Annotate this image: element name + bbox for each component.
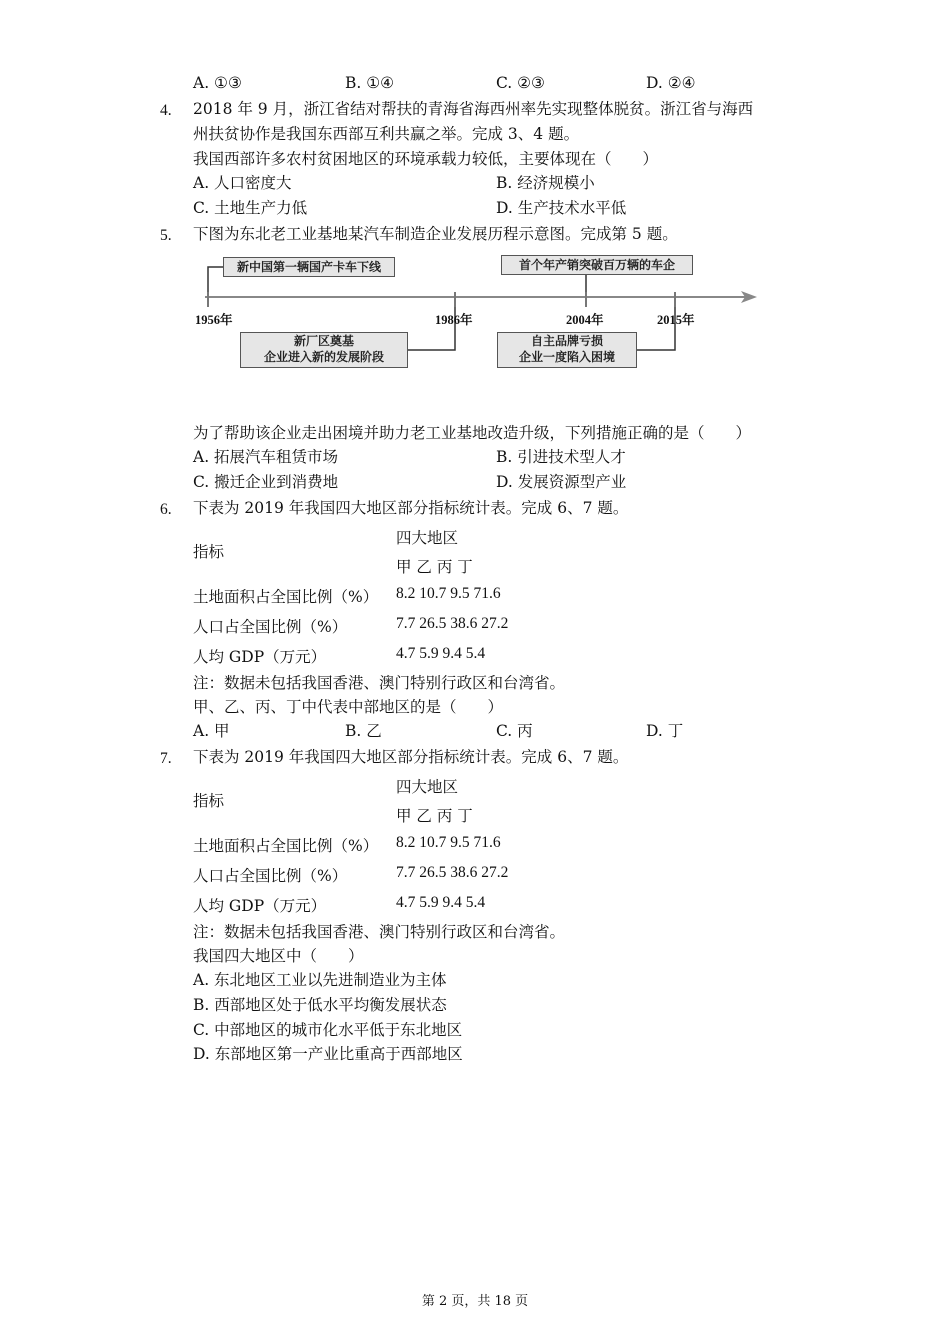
q6-table-row-values-2: 7.7 26.5 38.6 27.2 <box>396 615 509 632</box>
q6-table-header-indicator: 指标 <box>193 543 225 561</box>
q7-table-header-indicator: 指标 <box>193 792 225 810</box>
q6-table-header-regions: 四大地区 <box>396 529 459 547</box>
q6-table-region-names: 甲 乙 丙 丁 <box>396 558 473 576</box>
q6-table-row-values-1: 8.2 10.7 9.5 71.6 <box>396 585 501 602</box>
q5-option-b: B. 引进技术型人才 <box>496 448 626 466</box>
q6-table-row-label-3: 人均 GDP（万元） <box>193 648 327 666</box>
q6-stem-line2: 甲、乙、丙、丁中代表中部地区的是（ ） <box>193 698 504 716</box>
timeline-event-1986-line1: 新厂区奠基 <box>293 334 354 348</box>
q7-table-row-label-3: 人均 GDP（万元） <box>193 897 327 915</box>
q4-stem-line1: 2018 年 9 月，浙江省结对帮扶的青海省海西州率先实现整体脱贫。浙江省与海西 <box>193 100 754 118</box>
top-option-b: B. ①④ <box>345 74 395 92</box>
timeline-year-1986: 1986年 <box>435 313 473 327</box>
q7-option-c: C. 中部地区的城市化水平低于东北地区 <box>193 1021 463 1039</box>
q6-option-d: D. 丁 <box>646 722 684 740</box>
q4-option-d: D. 生产技术水平低 <box>496 199 627 217</box>
timeline-event-2004 <box>501 255 693 275</box>
q6-table <box>193 523 593 673</box>
q6-number: 6. <box>160 501 172 518</box>
timeline-figure <box>195 252 765 377</box>
q7-option-a: A. 东北地区工业以先进制造业为主体 <box>193 971 447 989</box>
q6-table-row-label-2: 人口占全国比例（%） <box>193 618 348 636</box>
timeline-event-1986-line2: 企业进入新的发展阶段 <box>263 350 384 364</box>
q6-option-a: A. 甲 <box>193 722 230 740</box>
page-footer: 第 2 页，共 18 页 <box>421 1294 529 1309</box>
q4-option-c: C. 土地生产力低 <box>193 199 308 217</box>
q5-option-d: D. 发展资源型产业 <box>496 473 627 491</box>
q6-stem-line1: 下表为 2019 年我国四大地区部分指标统计表。完成 6、7 题。 <box>193 499 629 517</box>
timeline-event-1956 <box>223 257 395 277</box>
q7-table-row-label-2: 人口占全国比例（%） <box>193 867 348 885</box>
q7-option-b: B. 西部地区处于低水平均衡发展状态 <box>193 996 447 1014</box>
q6-table-row-label-1: 土地面积占全国比例（%） <box>193 588 379 606</box>
q5-number: 5. <box>160 227 172 244</box>
q7-option-d: D. 东部地区第一产业比重高于西部地区 <box>193 1045 463 1063</box>
timeline-event-1956-text: 新中国第一辆国产卡车下线 <box>236 260 381 274</box>
timeline-event-2015-line1: 自主品牌亏损 <box>530 334 603 348</box>
q7-table-row-values-1: 8.2 10.7 9.5 71.6 <box>396 834 501 851</box>
q6-option-b: B. 乙 <box>345 722 382 740</box>
q5-stem-line1: 下图为东北老工业基地某汽车制造企业发展历程示意图。完成第 5 题。 <box>193 225 678 243</box>
q5-stem-line2: 为了帮助该企业走出困境并助力老工业基地改造升级，下列措施正确的是（ ） <box>193 424 752 442</box>
q7-table-row-values-2: 7.7 26.5 38.6 27.2 <box>396 864 509 881</box>
q4-stem-line2: 州扶贫协作是我国东西部互利共赢之举。完成 3、4 题。 <box>193 125 580 143</box>
timeline-year-2015: 2015年 <box>657 313 695 327</box>
q5-option-a: A. 拓展汽车租赁市场 <box>193 448 339 466</box>
timeline-event-1986 <box>240 332 408 368</box>
q4-number: 4. <box>160 102 172 119</box>
q7-table-row-label-1: 土地面积占全国比例（%） <box>193 837 379 855</box>
top-option-a: A. ①③ <box>193 74 242 92</box>
timeline-event-2004-text: 首个年产销突破百万辆的车企 <box>518 258 675 272</box>
timeline-event-2015-line2: 企业一度陷入困境 <box>518 350 615 364</box>
q7-table-header-regions: 四大地区 <box>396 778 459 796</box>
q7-table-note: 注：数据未包括我国香港、澳门特别行政区和台湾省。 <box>193 923 566 941</box>
q6-table-row-values-3: 4.7 5.9 9.4 5.4 <box>396 645 486 662</box>
timeline-year-2004: 2004年 <box>566 313 604 327</box>
q7-table-row-values-3: 4.7 5.9 9.4 5.4 <box>396 894 486 911</box>
top-option-c: C. ②③ <box>496 74 545 92</box>
q4-option-a: A. 人口密度大 <box>193 174 292 192</box>
q7-stem-line1: 下表为 2019 年我国四大地区部分指标统计表。完成 6、7 题。 <box>193 748 629 766</box>
q4-option-b: B. 经济规模小 <box>496 174 595 192</box>
timeline-year-1956: 1956年 <box>195 313 233 327</box>
q6-option-c: C. 丙 <box>496 722 533 740</box>
q5-option-c: C. 搬迁企业到消费地 <box>193 473 339 491</box>
q4-stem-line3: 我国西部许多农村贫困地区的环境承载力较低，主要体现在（ ） <box>193 150 659 168</box>
q7-number: 7. <box>160 750 172 767</box>
top-option-d: D. ②④ <box>646 74 696 92</box>
q7-stem-line2: 我国四大地区中（ ） <box>193 947 364 965</box>
q6-table-note: 注：数据未包括我国香港、澳门特别行政区和台湾省。 <box>193 674 566 692</box>
timeline-event-2015 <box>497 332 637 368</box>
q7-table <box>193 772 593 922</box>
q7-table-region-names: 甲 乙 丙 丁 <box>396 807 473 825</box>
